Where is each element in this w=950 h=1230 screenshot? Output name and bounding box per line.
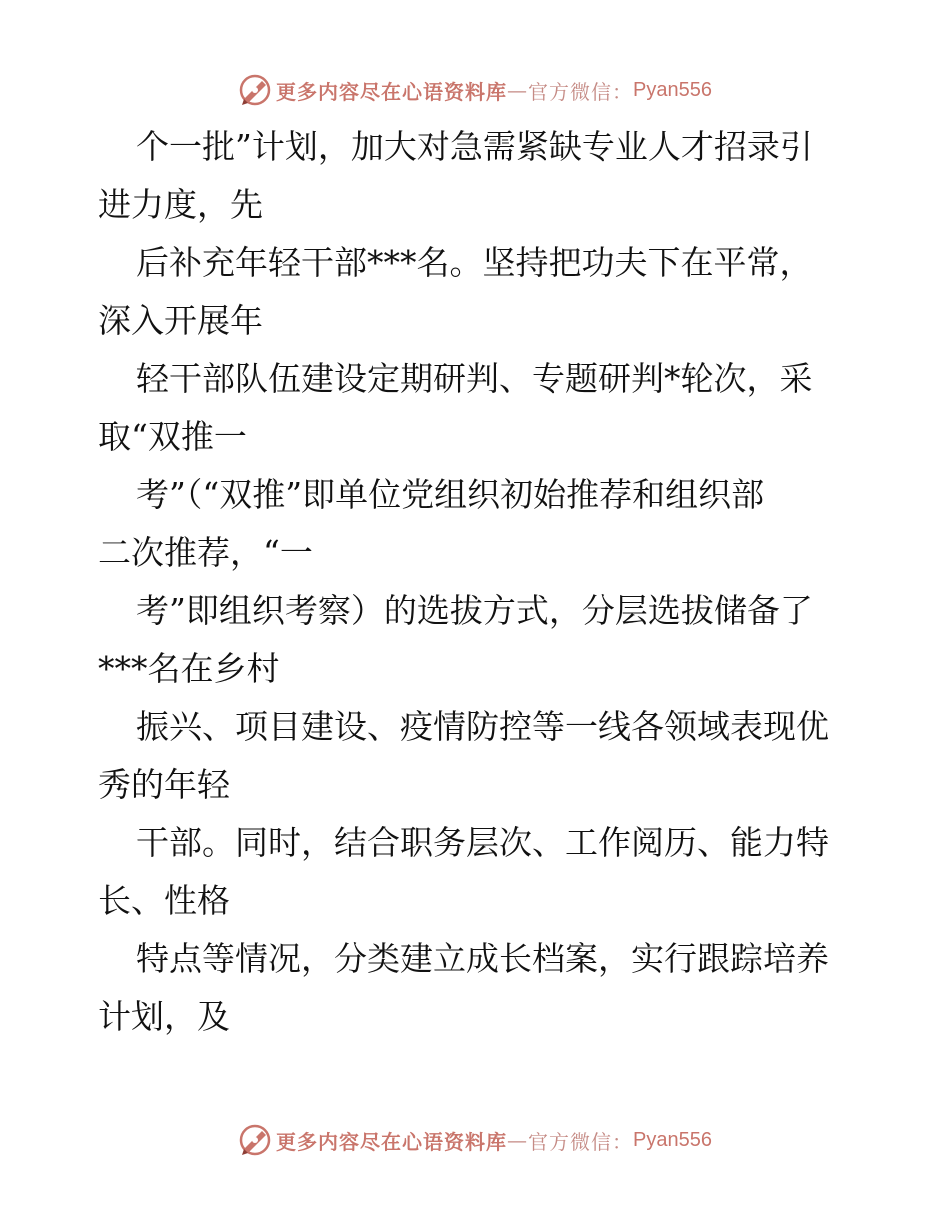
body-line: 计划，及 — [98, 997, 230, 1036]
footer-banner-dash: — — [507, 1128, 529, 1152]
body-line: 个一批”计划，加大对急需紧缺专业人才招录引 — [136, 127, 813, 166]
body-text — [98, 118, 858, 1046]
body-line: 考”即组织考察）的选拔方式，分层选拔储备了 — [136, 591, 813, 630]
body-line: 长、性格 — [98, 881, 230, 920]
body-line: 进力度，先 — [98, 185, 263, 224]
body-line: 深入开展年 — [98, 301, 263, 340]
body-line: 秀的年轻 — [98, 765, 230, 804]
pen-logo-icon — [238, 1123, 272, 1157]
header-banner-main: 更多内容尽在心语资料库 — [276, 79, 508, 104]
body-line: 取“双推一 — [98, 417, 247, 456]
body-line: ***名在乡村 — [98, 649, 280, 688]
footer-banner-sub: 官方微信： — [528, 1129, 634, 1154]
footer-banner — [0, 1120, 950, 1160]
body-line: 考”（“双推”即单位党组织初始推荐和组织部 — [136, 475, 765, 514]
header-banner-wechat: Pyan556 — [633, 78, 712, 101]
header-banner — [0, 70, 950, 110]
header-banner-sub: 官方微信： — [528, 79, 634, 104]
body-line: 振兴、项目建设、疫情防控等一线各领域表现优 — [136, 707, 829, 746]
header-banner-dash: — — [507, 78, 529, 102]
body-line: 轻干部队伍建设定期研判、专题研判*轮次，采 — [136, 359, 813, 398]
body-line: 特点等情况，分类建立成长档案，实行跟踪培养 — [136, 939, 829, 978]
body-line: 干部。同时，结合职务层次、工作阅历、能力特 — [136, 823, 829, 862]
footer-banner-main: 更多内容尽在心语资料库 — [276, 1129, 508, 1154]
pen-logo-icon — [238, 73, 272, 107]
body-line: 后补充年轻干部***名。坚持把功夫下在平常， — [136, 243, 813, 282]
footer-banner-wechat: Pyan556 — [633, 1128, 712, 1151]
body-line: 二次推荐，“一 — [98, 533, 313, 572]
